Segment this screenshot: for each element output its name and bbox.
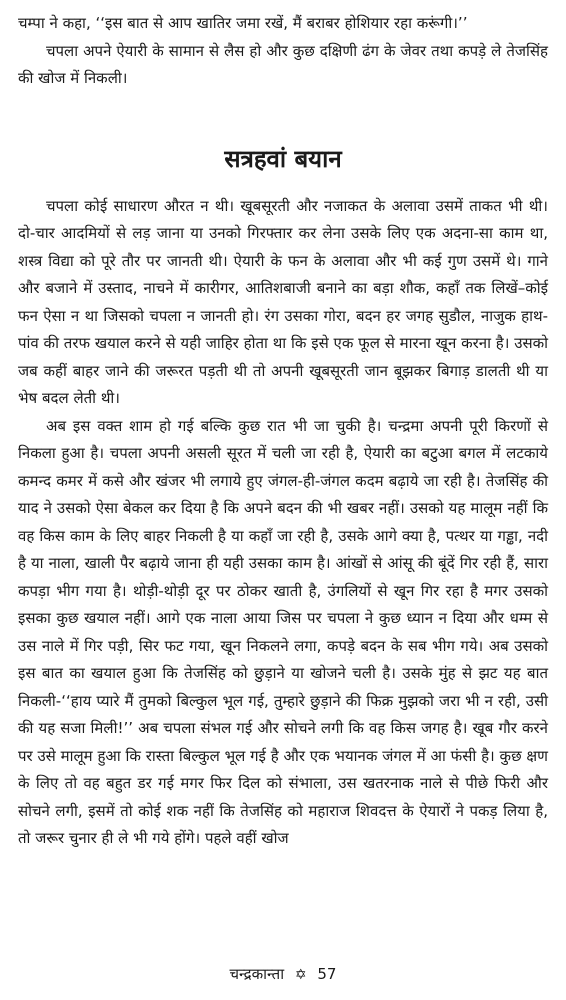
chapter-paragraph-1: चपला कोई साधारण औरत न थी। खूबसूरती और नजाकत के अलावा उसमें ताकत भी थी। दो-चार आदमियों से लड़ जाना या उनको गिरफ्तार कर लेना उसके लिए एक अदना-सा काम था, शस्त्र विद्या को पूरे तौर पर जानती थी। ऐयारी के फन के अलावा और भी कई गुण उसमें थे। गाने और बजाने में उस्ताद, नाचने में कारीगर, आतिशबाजी बनाने का बड़ा शौक, कहाँ तक लिखें–कोई फन ऐसा न था जिसको चपला न जानती हो। रंग उसका गोरा, बदन हर जगह सुडौल, नाजुक हाथ-पांव की तरफ खयाल करने से यही जाहिर होता था कि इसे एक फूल से मारना खून करना है। उसको जब कहीं बाहर जाने की जरूरत पड़ती थी तो अपनी खूबसूरती जान बूझकर बिगाड़ डालती थी या भेष बदल लेती थी। (18, 196, 548, 407)
page-footer (0, 962, 566, 987)
chapter-title: सत्रहवां बयान (224, 144, 342, 173)
intro-paragraph-1: चम्पा ने कहा, ‘‘इस बात से आप खातिर जमा रखें, मैं बराबर होशियार रहा करूंगी।’’ (18, 14, 468, 32)
page-number: 57 (317, 965, 337, 983)
footer-book-title: चन्द्रकान्ता (229, 965, 285, 983)
chapter-paragraph-2: अब इस वक्त शाम हो गई बल्कि कुछ रात भी जा चुकी है। चन्द्रमा अपनी पूरी किरणों से निकला हुआ है। चपला अपनी असली सूरत में चली जा रही है, ऐयारी का बटुआ बगल में लटकाये कमन्द कमर में कसे और खंजर भी लगाये हुए जंगल-ही-जंगल कदम बढ़ाये जा रही है। तेजसिंह की याद ने उसको ऐसा बेकल कर दिया है कि अपने बदन की भी खबर नहीं। उसको यह मालूम नहीं कि वह किस काम के लिए बाहर निकली है या कहाँ जा रही है, उसके आगे क्या है, पत्थर या गड्ढा, नदी है या नाला, खाली पैर बढ़ाये जाना ही यही उसका काम है। आंखों से आंसू की बूंदें गिर रही हैं, सारा कपड़ा भीग गया है। थोड़ी-थोड़ी दूर पर ठोकर खाती है, उंगलियों से खून गिर रहा है मगर उसको इसका कुछ खयाल नहीं। आगे एक नाला आया जिस पर चपला ने कुछ ध्यान न दिया और धम्म से उस नाले में गिर पड़ी, सिर फट गया, खून निकलने लगा, कपड़े बदन के सब भीग गये। अब उसको इस बात का खयाल हुआ कि तेजसिंह को छुड़ाने या खोजने चली है। उसके मुंह से झट यह बात निकली-‘‘हाय प्यारे मैं तुमको बिल्कुल भूल गई, तुम्हारे छुड़ाने की फिक्र मुझको जरा भी न रही, उसी की यह सजा मिली!’’ अब चपला संभल गई और सोचने लगी कि वह किस जगह है। खूब गौर करने पर उसे मालूम हुआ कि रास्ता बिल्कुल भूल गई है और एक भयानक जंगल में आ फंसी है। कुछ क्षण के लिए तो वह बहुत डर गई मगर फिर दिल को संभाला, उस खतरनाक नाले से पीछे फिरी और सोचने लगी, इसमें तो कोई शक नहीं कि तेजसिंह को महाराज शिवदत्त के ऐयारों ने पकड़ लिया है, तो जरूर चुनार ही ले भी गये होंगे। पहले वहीं खोज (18, 416, 548, 847)
page-body (18, 10, 548, 853)
intro-paragraph-2: चपला अपने ऐयारी के सामान से लैस हो और कुछ दक्षिणी ढंग के जेवर तथा कपड़े ले तेजसिंह की खोज में निकली। (18, 41, 548, 87)
star-of-david-icon: ✡ (294, 967, 307, 983)
